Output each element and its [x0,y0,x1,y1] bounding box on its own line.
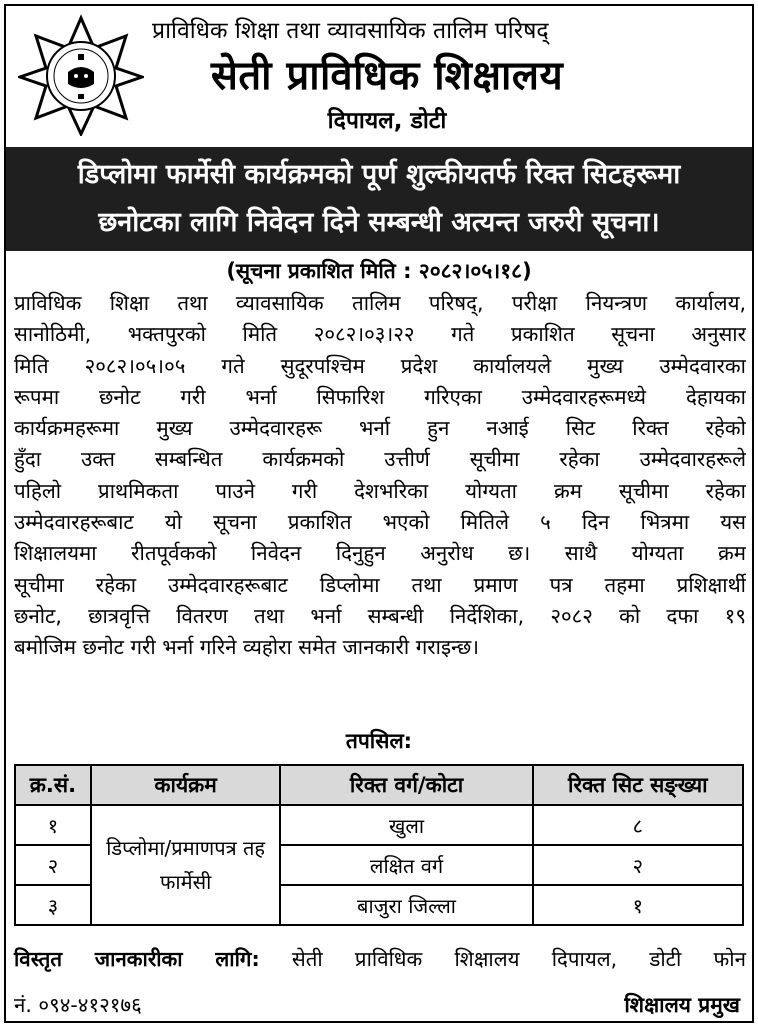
contact-label: विस्तृत जानकारीका लागि: [14,947,260,971]
phone-number: नं. ०९४-४१२१७६ [14,993,142,1017]
vacant-seats-table [14,764,744,926]
body-line: छनोट, छात्रवृत्ति वितरण तथा भर्ना सम्बन्धी निर्देशिका, २०८२ को दफा १९ [14,603,746,628]
contact-line [14,944,746,975]
contact-info [14,944,746,975]
row-seats: ८ [533,805,743,845]
body-line: हुँदा उक्त सम्बन्धित कार्यक्रमको उत्तीर्ण सूचीमा रहेका उम्मेदवारहरूले [14,447,746,472]
publish-date: (सूचना प्रकाशित मिति : २०८२।०५।१८) [226,259,532,283]
nepal-star-emblem-icon [18,14,144,136]
body-line: सानोठिमी, भक्तपुरको मिति २०८२।०३।२२ गते प्रकाशित सूचना अनुसार [14,322,746,347]
row-sn: ३ [15,885,91,925]
table-row [15,805,743,845]
row-quota: लक्षित वर्ग [280,845,532,885]
col-header-seats: रिक्त सिट सङ्ख्या [533,765,743,805]
table-header-row [15,765,743,805]
details-heading: तपसिल: [345,729,413,753]
program-cell: डिप्लोमा/प्रमाणपत्र तह फार्मेसी [91,805,281,925]
body-line: शिक्षालयमा रीतपूर्वकको निवेदन दिनुहुन अनुरोध छ। साथै योग्यता क्रम [14,541,746,566]
body-line: कार्यक्रमहरूमा मुख्य उम्मेदवारहरू भर्ना हुन नआई सिट रिक्त रहेको [14,416,746,441]
body-line: रूपमा छनोट गरी भर्ना सिफारिश गरिएका उम्मेदवारहरूमध्ये देहायका [14,384,746,409]
notice-title [6,147,752,251]
body-line: पहिलो प्राथमिकता पाउने गरी देशभरिका योग्यता क्रम सूचीमा रहेका [14,478,746,503]
body-line: प्राविधिक शिक्षा तथा व्यावसायिक तालिम परिषद्, परीक्षा नियन्त्रण कार्यालय, [14,291,746,315]
body-line: बमोजिम छनोट गरी भर्ना गरिने व्यहोरा समेत जानकारी गराइन्छ। [14,635,480,660]
row-quota: खुला [280,805,532,845]
row-seats: १ [533,885,743,925]
col-header-program: कार्यक्रम [91,765,281,805]
contact-text: सेती प्राविधिक शिक्षालय दिपायल, डोटी फोन [259,947,746,971]
institution-location: दिपायल, डोटी [327,108,447,134]
notice-body [14,288,746,664]
body-line: उम्मेदवारहरूबाट यो सूचना प्रकाशित भएको मितिले ५ दिन भित्रमा यस [14,510,746,535]
row-sn: २ [15,845,91,885]
council-name: प्राविधिक शिक्षा तथा व्यावसायिक तालिम परिषद् [152,18,549,44]
body-line: सूचीमा रहेका उम्मेदवारहरूबाट डिप्लोमा तथा प्रमाण पत्र तहमा प्रशिक्षार्थी [14,572,746,597]
row-quota: बाजुरा जिल्ला [280,885,532,925]
row-sn: १ [15,805,91,845]
col-header-sn: क्र.सं. [15,765,91,805]
signature-title: शिक्षालय प्रमुख [624,993,740,1017]
body-line: मिति २०८२।०५।०५ गते सुदूरपश्चिम प्रदेश कार्यालयले मुख्य उम्मेदवारका [14,353,746,378]
col-header-quota: रिक्त वर्ग/कोटा [280,765,532,805]
notice-title-line1: डिप्लोमा फार्मेसी कार्यक्रमको पूर्ण शुल्कीयतर्फ रिक्त सिटहरूमा [77,159,681,190]
institution-name: सेती प्राविधिक शिक्षालय [210,53,564,99]
header [6,6,752,146]
row-seats: २ [533,845,743,885]
notice-title-line2: छनोटका लागि निवेदन दिने सम्बन्धी अत्यन्त जरुरी सूचना। [98,207,660,238]
notice-page [4,4,754,1023]
